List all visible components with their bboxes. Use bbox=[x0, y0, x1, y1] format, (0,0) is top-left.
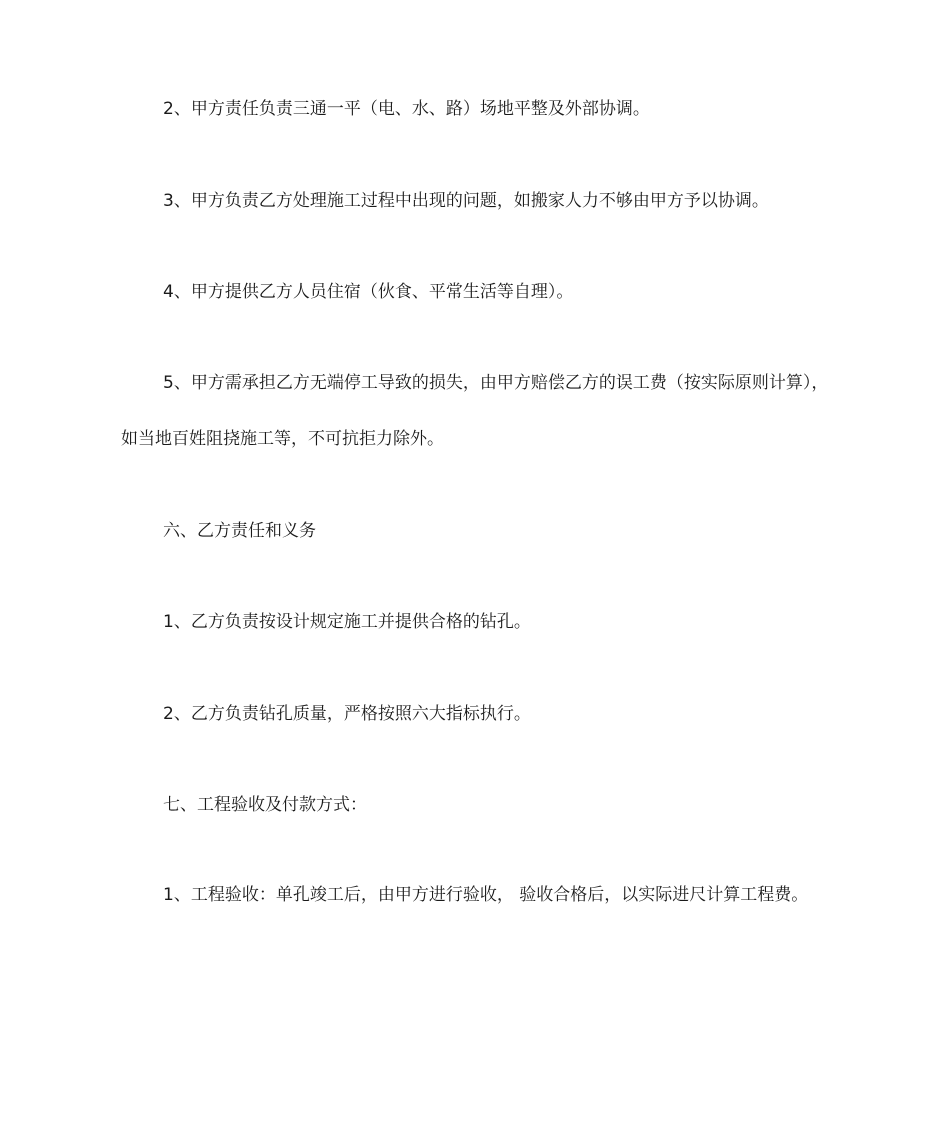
paragraph-owner-accommodation: 4、甲方提供乙方人员住宿（伙食、平常生活等自理）。 bbox=[163, 282, 574, 302]
section-heading-acceptance-payment: 七、工程验收及付款方式： bbox=[163, 795, 367, 815]
paragraph-owner-site-preparation: 2、甲方责任负责三通一平（电、水、路）场地平整及外部协调。 bbox=[163, 99, 650, 119]
paragraph-owner-problem-handling: 3、甲方负责乙方处理施工过程中出现的问题，如搬家人力不够由甲方予以协调。 bbox=[163, 191, 769, 211]
paragraph-acceptance: 1、工程验收：单孔竣工后，由甲方进行验收， 验收合格后，以实际进尺计算工程费。 bbox=[163, 885, 809, 905]
paragraph-contractor-construction: 1、乙方负责按设计规定施工并提供合格的钻孔。 bbox=[163, 612, 531, 632]
paragraph-owner-stoppage-losses: 5、甲方需承担乙方无端停工导致的损失，由甲方赔偿乙方的误工费（按实际原则计算），如当地百姓阻挠施工等，不可抗拒力除外。 bbox=[121, 373, 829, 449]
section-heading-contractor-duties: 六、乙方责任和义务 bbox=[163, 521, 316, 541]
paragraph-contractor-quality: 2、乙方负责钻孔质量，严格按照六大指标执行。 bbox=[163, 704, 531, 724]
